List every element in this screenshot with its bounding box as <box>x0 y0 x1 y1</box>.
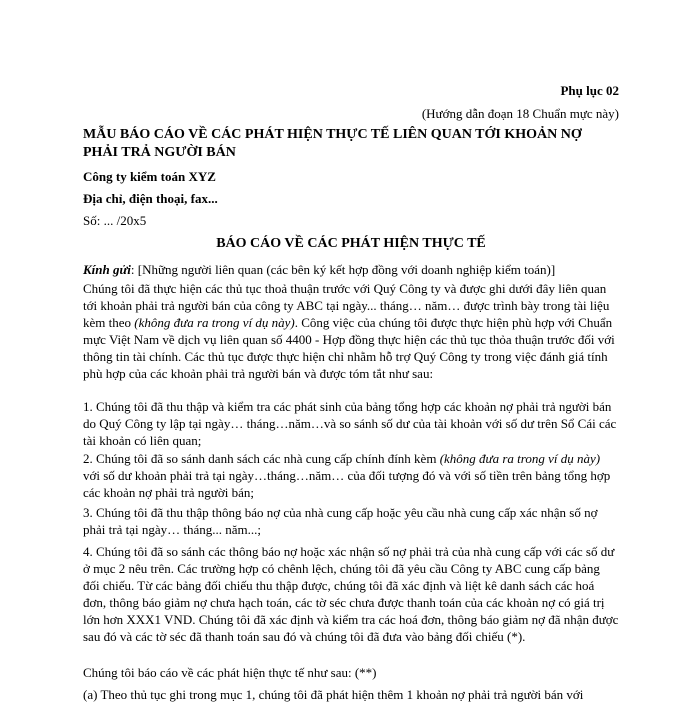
item2-italic-note: (không đưa ra trong ví dụ này) <box>439 451 601 466</box>
intro-paragraph <box>83 280 619 382</box>
appendix-label: Phụ lục 02 <box>560 83 619 98</box>
form-title: MẪU BÁO CÁO VỀ CÁC PHÁT HIỆN THỰC TẾ LIÊN QUAN TỚI KHOẢN NỢ PHẢI TRẢ NGƯỜI BÁN <box>83 127 582 160</box>
procedure-item-1: 1. Chúng tôi đã thu thập và kiểm tra các phát sinh của bảng tổng hợp các khoản nợ phải trả người bán do Quý Công ty lập tại ngày… tháng…năm…và so sánh số dư của tài khoản với số dư trên Sổ Cái các tài khoản có liên quan; <box>83 399 617 448</box>
company-address: Địa chỉ, điện thoại, fax... <box>83 191 218 206</box>
intro-text-2: . Công việc của chúng tôi được thực hiện phù hợp với Chuẩn mực Việt Nam về dịch vụ liên quan số 4400 - Hợp đồng thực hiện các thủ tục thỏa thuận trước đối với thông tin tài chính. Các thủ tục được thực hiện chỉ nhằm hỗ trợ Quý Công ty trong việc đánh giá tính phù hợp của các khoản phải trả người bán và được tóm tắt như sau: <box>83 315 615 381</box>
intro-text-1: Chúng tôi đã thực hiện các thủ tục thoả thuận trước với Quý Công ty và được ghi dưới đây liên quan tới khoản phải trả người bán của công ty ABC tại ngày... tháng… năm… được trình bày trong tài liệu kèm theo <box>83 281 610 330</box>
finding-a: (a) Theo thủ tục ghi trong mục 1, chúng tôi đã phát hiện thêm 1 khoản nợ phải trả người bán với <box>83 687 584 702</box>
item2-text-2: với số dư khoản phải trả tại ngày…tháng…năm… của đối tượng đó và với số tiền trên bảng tổng hợp các khoản nợ phải trả người bán; <box>83 468 611 500</box>
report-title: BÁO CÁO VỀ CÁC PHÁT HIỆN THỰC TẾ <box>216 236 486 251</box>
item2-text-1: 2. Chúng tôi đã so sánh danh sách các nhà cung cấp chính đính kèm <box>83 451 440 466</box>
addressee-label: Kính gửi <box>83 262 131 277</box>
procedure-item-2 <box>83 450 619 501</box>
procedure-item-3: 3. Chúng tôi đã thu thập thông báo nợ của nhà cung cấp hoặc yêu cầu nhà cung cấp xác nhận số nợ phải trả tại ngày… tháng... năm...; <box>83 505 598 537</box>
findings-intro: Chúng tôi báo cáo về các phát hiện thực tế như sau: (**) <box>83 665 377 680</box>
procedure-item-4: 4. Chúng tôi đã so sánh các thông báo nợ hoặc xác nhận số nợ phải trả của nhà cung cấp với các số dư ở mục 2 nêu trên. Các trường hợp có chênh lệch, chúng tôi đã yêu cầu Công ty ABC cung cấp bảng đối chiếu. Từ các bảng đối chiếu thu thập được, chúng tôi đã xác định và liệt kê danh sách các hoá đơn, thông báo giảm nợ chưa hạch toán, các tờ séc chưa được thanh toán của các khoản nợ có giá trị lớn hơn XXX1 VND. Chúng tôi đã xác định và kiểm tra các hoá đơn, thông báo giảm nợ đã nhận được sau đó và các tờ séc đã thanh toán sau đó và chúng tôi đã đưa vào bảng đối chiếu (*). <box>83 544 619 644</box>
intro-italic-note: (không đưa ra trong ví dụ này) <box>134 315 295 330</box>
addressee-line <box>83 261 619 278</box>
addressee-text: : [Những người liên quan (các bên ký kết hợp đồng với doanh nghiệp kiểm toán)] <box>130 262 556 277</box>
report-number: Số: ... /20x5 <box>83 213 147 228</box>
guide-note: (Hướng dẫn đoạn 18 Chuẩn mực này) <box>421 106 619 121</box>
company-name: Công ty kiểm toán XYZ <box>83 169 216 184</box>
